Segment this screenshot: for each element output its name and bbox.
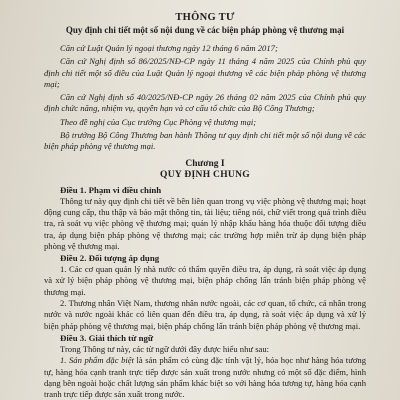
article-1-text: Thông tư này quy định chi tiết về bên liên quan trong vụ việc phòng vệ thương mại; hoạt động cung cấp, thu thập và bảo mật thông tin, tài liệu; tiếng nói, chữ viết trong quá trình điều tra, rà soát vụ việc phòng vệ thương mại; quản lý nhập khẩu hàng hóa thuộc đối tượng điều tra, áp dụng biện pháp phòng vệ thương mại; các trường hợp miễn trừ áp dụng biện pháp phòng vệ thương mại. (44, 195, 366, 251)
article-2-paragraph-2: 2. Thương nhân Việt Nam, thương nhân nước ngoài, các cơ quan, tổ chức, cá nhân trong nước và nước ngoài khác có liên quan đến điều tra, áp dụng, rà soát việc áp dụng và xử lý biện pháp phòng vệ thương mại, biện pháp chống lẩn tránh biện pháp phòng vệ thương mại. (44, 298, 366, 331)
article-2-paragraph-1: 1. Các cơ quan quản lý nhà nước có thẩm quyền điều tra, áp dụng, rà soát việc áp dụng và xử lý biện pháp phòng vệ thương mại, biện pháp chống lẩn tránh biện pháp phòng vệ thương mại. (44, 264, 366, 297)
article-1-heading: Điều 1. Phạm vi điều chỉnh (60, 184, 162, 195)
article-3-heading: Điều 3. Giải thích từ ngữ (60, 332, 154, 343)
chapter-number: Chương I (185, 158, 225, 169)
article-2-heading: Điều 2. Đối tượng áp dụng (60, 253, 160, 264)
article-3-term-1 (44, 355, 366, 400)
legal-basis-5: Bộ trưởng Bộ Công Thương ban hành Thông tư quy định chi tiết một số nội dung về các biện pháp phòng vệ thương mại. (44, 130, 366, 152)
legal-basis-3: Căn cứ Nghị định số 40/2025/NĐ-CP ngày 26 tháng 02 năm 2025 của Chính phủ quy định chức năng, nhiệm vụ, quyền hạn và cơ cấu tổ chức của Bộ Công Thương; (44, 92, 366, 114)
chapter-title: QUY ĐỊNH CHUNG (160, 169, 250, 180)
legal-basis-1: Căn cứ Luật Quản lý ngoại thương ngày 12 tháng 6 năm 2017; (60, 43, 278, 53)
document-subtitle: Quy định chi tiết một số nội dung về các biện pháp phòng vệ thương mại (65, 25, 345, 35)
term-1-name: 1. Sản phẩm đặc biệt (60, 355, 134, 366)
document-content (44, 6, 366, 400)
article-3-intro: Trong Thông tư này, các từ ngữ dưới đây được hiểu như sau: (60, 343, 270, 354)
legal-basis-4: Theo đề nghị của Cục trưởng Cục Phòng vệ thương mại; (60, 116, 257, 127)
document-title: THÔNG TƯ (175, 12, 235, 23)
legal-basis-2: Căn cứ Nghị định số 86/2025/NĐ-CP ngày 11 tháng 4 năm 2025 của Chính phủ quy định chi tiết một số điều của Luật Quản lý ngoại thương về các biện pháp phòng vệ thương mại; (44, 56, 366, 89)
term-1-definition: là sản phẩm có cùng đặc tính vật lý, hóa học như hàng hóa tương tự, hàng hóa cạnh tranh trực tiếp được sản xuất trong nước nhưng có một số đặc điểm, hình dạng bên ngoài hoặc chất lượng sản phẩm khác biệt so với hàng hóa tương tự, hàng hóa cạnh tranh trực tiếp được sản xuất trong nước. (44, 355, 366, 400)
